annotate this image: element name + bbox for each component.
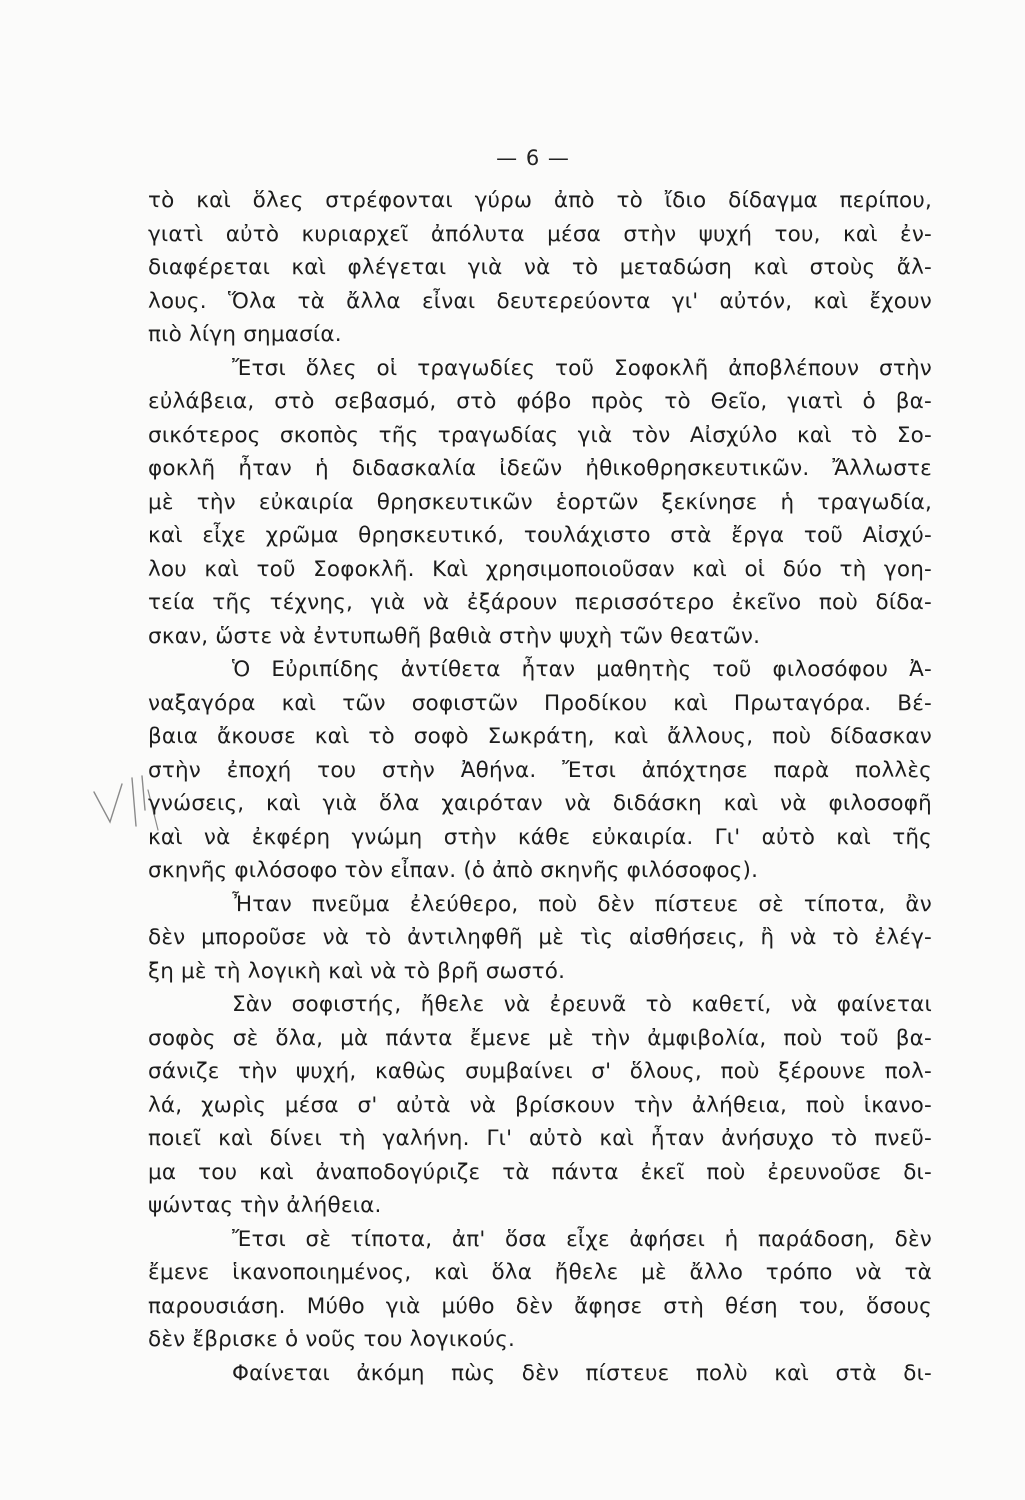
text-line: λους. Ὅλα τὰ ἄλλα εἶναι δευτερεύοντα γι' αὐτόν, καὶ ἔχουν xyxy=(148,288,932,314)
text-line: εὐλάβεια, στὸ σεβασμό, στὸ φόβο πρὸς τὸ Θεῖο, γιατὶ ὁ βα- xyxy=(148,389,932,414)
text-line: λου καὶ τοῦ Σοφοκλῆ. Καὶ χρησιμοποιοῦσαν καὶ οἱ δύο τὴ γοη- xyxy=(148,556,932,582)
text-line: καὶ νὰ ἐκφέρη γνώμη στὴν κάθε εὐκαιρία. Γι' αὐτὸ καὶ τῆς xyxy=(148,824,932,850)
text-line: δὲν μποροῦσε νὰ τὸ ἀντιληφθῆ μὲ τὶς αἰσθήσεις, ἢ νὰ τὸ ἐλέγ- xyxy=(148,925,932,950)
text-line: ποιεῖ καὶ δίνει τὴ γαλήνη. Γι' αὐτὸ καὶ ἦταν ἀνήσυχο τὸ πνεῦ- xyxy=(148,1126,932,1151)
text-line: Ἔτσι ὅλες οἱ τραγωδίες τοῦ Σοφοκλῆ ἀποβλέπουν στὴν xyxy=(232,355,932,381)
text-line: ψώντας τὴν ἀλήθεια. xyxy=(148,1193,382,1218)
text-line: σκηνῆς φιλόσοφο τὸν εἶπαν. (ὁ ἀπὸ σκηνῆς φιλόσοφος). xyxy=(148,858,759,883)
text-line: γιατὶ αὐτὸ κυριαρχεῖ ἀπόλυτα μέσα στὴν ψυχή του, καὶ ἐν- xyxy=(148,221,932,247)
text-line: σικότερος σκοπὸς τῆς τραγωδίας γιὰ τὸν Αἰσχύλο καὶ τὸ Σο- xyxy=(148,422,932,448)
text-line: διαφέρεται καὶ φλέγεται γιὰ νὰ τὸ μεταδώση καὶ στοὺς ἄλ- xyxy=(148,255,932,280)
text-line: ξη μὲ τὴ λογικὴ καὶ νὰ τὸ βρῆ σωστό. xyxy=(148,958,566,984)
text-line: πιὸ λίγη σημασία. xyxy=(148,322,342,347)
text-line: φοκλῆ ἦταν ἡ διδασκαλία ἰδεῶν ἠθικοθρησκευτικῶν. Ἄλλωστε xyxy=(148,456,932,481)
text-line: σκαν, ὥστε νὰ ἐντυπωθῆ βαθιὰ στὴν ψυχὴ τῶν θεατῶν. xyxy=(148,623,761,649)
text-line: τεία τῆς τέχνης, γιὰ νὰ ἐξάρουν περισσότερο ἐκεῖνο ποὺ δίδα- xyxy=(148,590,932,615)
text-line: ἔμενε ἱκανοποιημένος, καὶ ὅλα ἤθελε μὲ ἄλλο τρόπο νὰ τὰ xyxy=(148,1260,932,1285)
text-line: μὲ τὴν εὐκαιρία θρησκευτικῶν ἑορτῶν ξεκίνησε ἡ τραγωδία, xyxy=(148,489,932,515)
text-line: παρουσιάση. Μύθο γιὰ μύθο δὲν ἄφησε στὴ θέση του, ὅσους xyxy=(148,1293,932,1319)
text-line: μα του καὶ ἀναποδογύριζε τὰ πάντα ἐκεῖ ποὺ ἐρευνοῦσε δι- xyxy=(148,1159,932,1185)
text-line: βαια ἄκουσε καὶ τὸ σοφὸ Σωκράτη, καὶ ἄλλους, ποὺ δίδασκαν xyxy=(148,724,932,749)
page-number: — 6 — xyxy=(496,146,570,170)
body-text xyxy=(148,184,932,1390)
text-line: σάνιζε τὴν ψυχή, καθὼς συμβαίνει σ' ὅλους, ποὺ ξέρουνε πολ- xyxy=(148,1059,932,1084)
text-line: Σὰν σοφιστής, ἤθελε νὰ ἐρευνᾶ τὸ καθετί, νὰ φαίνεται xyxy=(232,992,932,1017)
text-line: γνώσεις, καὶ γιὰ ὅλα χαιρόταν νὰ διδάσκη καὶ νὰ φιλοσοφῆ xyxy=(148,791,932,816)
text-line: σοφὸς σὲ ὅλα, μὰ πάντα ἔμενε μὲ τὴν ἀμφιβολία, ποὺ τοῦ βα- xyxy=(148,1025,932,1051)
text-line: Ἦταν πνεῦμα ἐλεύθερο, ποὺ δὲν πίστευε σὲ τίποτα, ἂν xyxy=(232,891,932,917)
text-line: δὲν ἔβρισκε ὁ νοῦς του λογικούς. xyxy=(148,1327,516,1352)
text-line: Φαίνεται ἀκόμη πὼς δὲν πίστευε πολὺ καὶ στὰ δι- xyxy=(232,1360,932,1386)
text-line: τὸ καὶ ὅλες στρέφονται γύρω ἀπὸ τὸ ἴδιο δίδαγμα περίπου, xyxy=(148,188,932,213)
text-line: ναξαγόρα καὶ τῶν σοφιστῶν Προδίκου καὶ Πρωταγόρα. Βέ- xyxy=(148,690,932,716)
text-line: Ὁ Εὐριπίδης ἀντίθετα ἦταν μαθητὴς τοῦ φιλοσόφου Ἀ- xyxy=(232,657,932,682)
text-line: καὶ εἶχε χρῶμα θρησκευτικό, τουλάχιστο στὰ ἔργα τοῦ Αἰσχύ- xyxy=(148,523,932,548)
text-line: λά, χωρὶς μέσα σ' αὐτὰ νὰ βρίσκουν τὴν ἀλήθεια, ποὺ ἱκανο- xyxy=(148,1092,932,1118)
text-line: Ἔτσι σὲ τίποτα, ἀπ' ὅσα εἶχε ἀφήσει ἡ παράδοση, δὲν xyxy=(232,1226,932,1252)
text-line: στὴν ἐποχή του στὴν Ἀθήνα. Ἔτσι ἀπόχτησε παρὰ πολλὲς xyxy=(148,757,932,783)
